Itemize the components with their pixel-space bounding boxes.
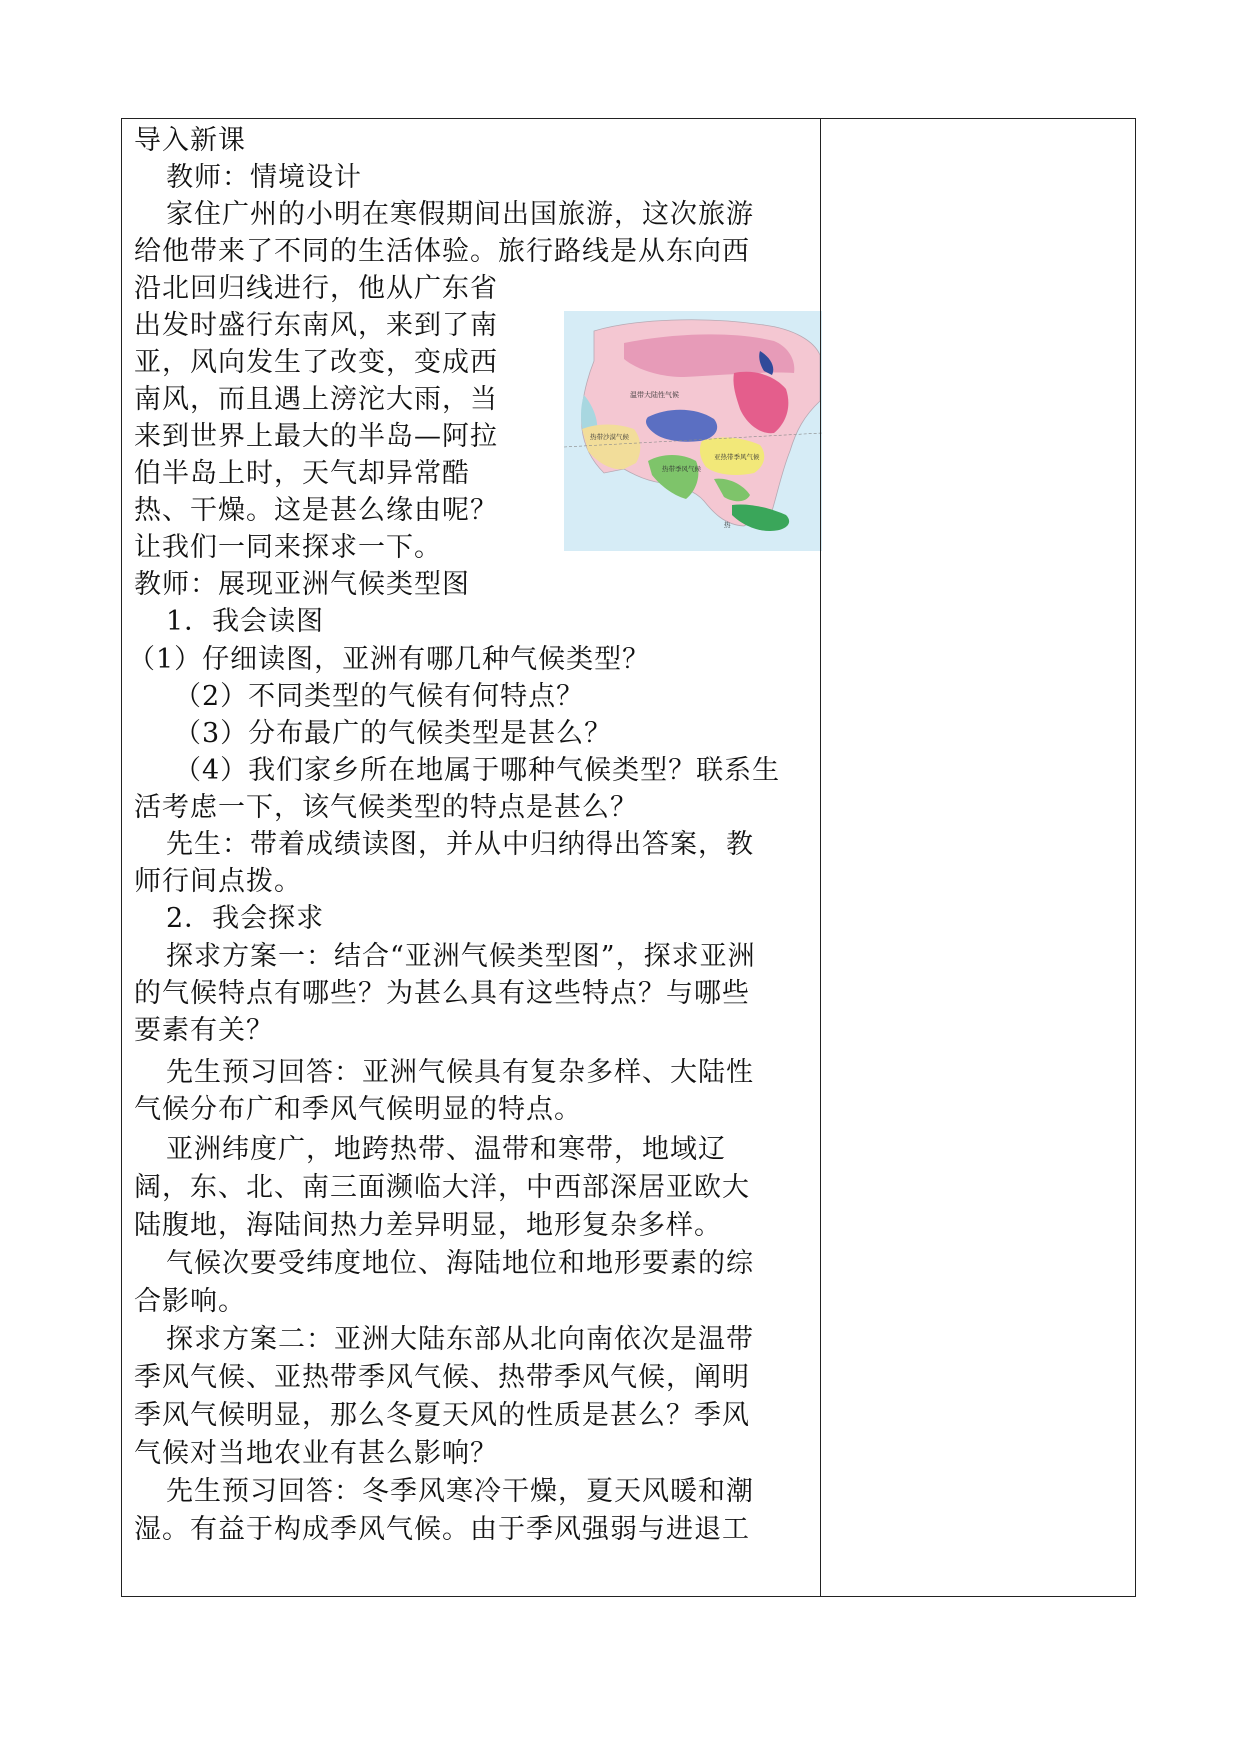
text-line: 要素有关？: [134, 1015, 274, 1046]
map-label: 热带沙漠气候: [590, 433, 629, 441]
asia-climate-map: [564, 311, 822, 551]
text-line: 的气候特点有哪些？为甚么具有这些特点？与哪些: [134, 978, 750, 1009]
column-divider: [820, 119, 821, 1596]
lesson-table: [121, 118, 1136, 1597]
text-line: 来到世界上最大的半岛—阿拉: [134, 421, 498, 452]
text-line: 教师：展现亚洲气候类型图: [134, 569, 470, 600]
map-label: 温带大陆性气候: [630, 391, 679, 399]
text-line: 先生预习回答：冬季风寒冷干燥，夏天风暖和潮: [166, 1476, 754, 1507]
text-line: 合影响。: [134, 1286, 246, 1317]
text-line: 教师：情境设计: [166, 162, 362, 193]
text-line: 沿北回归线进行，他从广东省: [134, 273, 498, 304]
notes-cell: [822, 119, 1135, 1596]
map-label: 亚热带季风气候: [714, 453, 760, 461]
text-line: 先生：带着成绩读图，并从中归纳得出答案，教: [166, 829, 754, 860]
text-line: （1）仔细读图，亚洲有哪几种气候类型？: [128, 644, 651, 675]
text-line: 出发时盛行东南风，来到了南: [134, 310, 498, 341]
text-line: 气候对当地农业有甚么影响？: [134, 1438, 498, 1469]
text-line: 伯半岛上时，天气却异常酷: [134, 458, 470, 489]
text-line: 南风，而且遇上滂沱大雨，当: [134, 384, 498, 415]
text-line: 1．我会读图: [166, 606, 325, 637]
text-line: （4）我们家乡所在地属于哪种气候类型？联系生: [174, 755, 781, 786]
text-line: 季风气候明显，那么冬夏天风的性质是甚么？季风: [134, 1400, 750, 1431]
text-line: 湿。有益于构成季风气候。由于季风强弱与进退工: [134, 1514, 750, 1545]
text-line: 陆腹地，海陆间热力差异明显，地形复杂多样。: [134, 1210, 722, 1241]
text-line: 先生预习回答：亚洲气候具有复杂多样、大陆性: [166, 1057, 754, 1088]
map-label: 热: [724, 521, 731, 529]
text-line: 探求方案二：亚洲大陆东部从北向南依次是温带: [166, 1324, 754, 1355]
text-line: 气候次要受纬度地位、海陆地位和地形要素的综: [166, 1248, 754, 1279]
text-line: 热、干燥。这是甚么缘由呢？: [134, 495, 498, 526]
text-line: 探求方案一：结合“亚洲气候类型图”，探求亚洲: [166, 941, 756, 972]
text-line: 活考虑一下，该气候类型的特点是甚么？: [134, 792, 638, 823]
text-line: 家住广州的小明在寒假期间出国旅游，这次旅游: [166, 199, 754, 230]
text-line: 导入新课: [134, 125, 246, 156]
text-line: 让我们一同来探求一下。: [134, 532, 442, 563]
text-line: （3）分布最广的气候类型是甚么？: [174, 718, 613, 749]
text-line: 给他带来了不同的生活体验。旅行路线是从东向西: [134, 236, 750, 267]
text-line: 亚，风向发生了改变，变成西: [134, 347, 498, 378]
text-line: 季风气候、亚热带季风气候、热带季风气候，阐明: [134, 1362, 750, 1393]
text-line: 亚洲纬度广，地跨热带、温带和寒带，地域辽: [166, 1134, 726, 1165]
text-line: 师行间点拨。: [134, 866, 302, 897]
text-line: 阔，东、北、南三面濒临大洋，中西部深居亚欧大: [134, 1172, 750, 1203]
text-line: 2．我会探求: [166, 903, 325, 934]
text-line: 气候分布广和季风气候明显的特点。: [134, 1094, 582, 1125]
map-label: 热带季风气候: [662, 465, 701, 473]
text-line: （2）不同类型的气候有何特点？: [174, 681, 585, 712]
